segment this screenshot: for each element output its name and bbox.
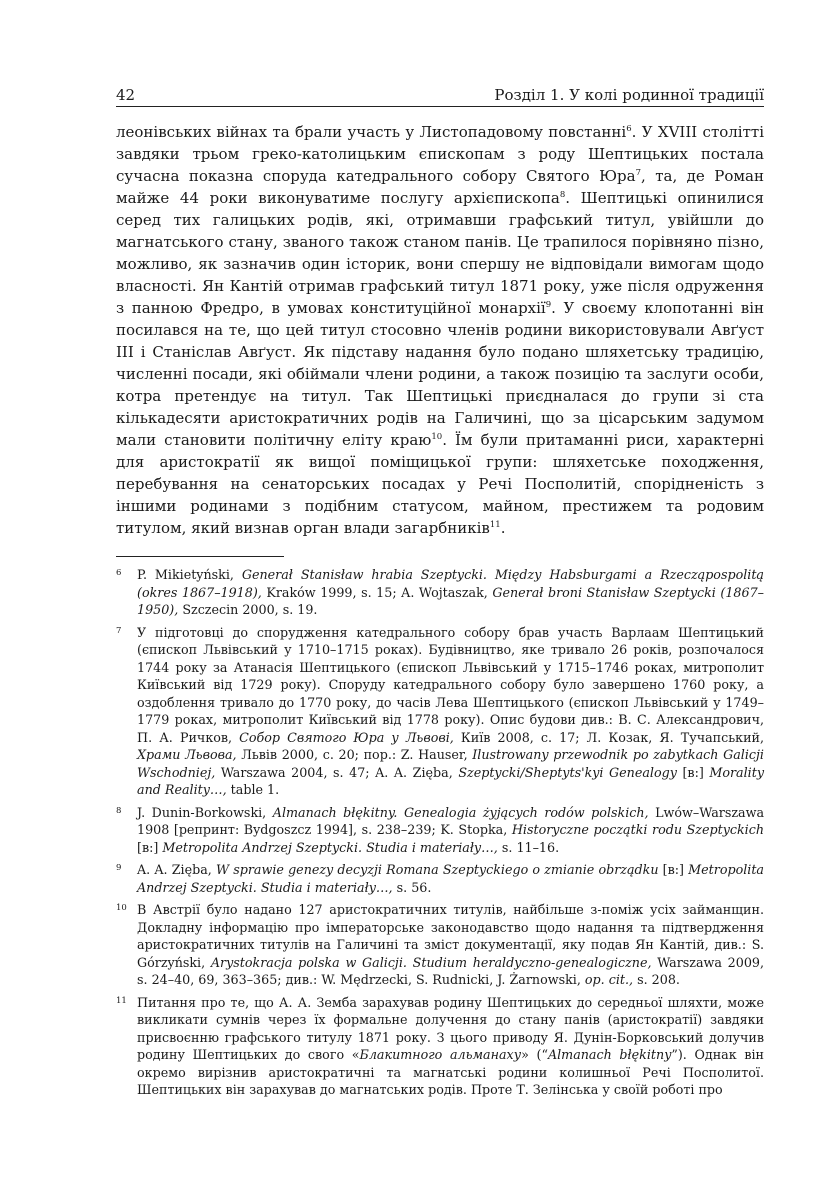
text-run: Kraków 1999, s. 15; A. Wojtaszak, [261,584,493,600]
footnote [116,566,764,619]
italic-text: op. cit., [584,972,634,987]
footnote [116,804,764,857]
text-run: , та, де Роман майже 44 роки виконуватиме послугу архієпископа [116,167,764,207]
text-run: . У своєму клопотанні він посилався на те, що цей титул стосовно членів родини використовували Авґуст III і Станіслав Авґуст. Як підставу надання було подано шляхетську традицію, численні посади, які обіймали члени родини, а також позицію та заслуги особи, котра претендує на титул. Так Шептицькі приєдналася до групи зі ста кількадесяти аристократичних родів на Галичині, що за цісарським задумом мали становити політичну еліту краю [116,299,765,449]
text-run: J. Dunin-Borkowski, [137,804,273,820]
italic-text: Almanach błękitny. Genealogia żyjących rodów polskich, [272,804,649,820]
text-run: ”). Однак він окремо вирізнив аристократичні та магнатські родини колишньої Речі Посполитої. Шептицьких він зарахував до магнатських родів. Проте Т. Зелінська у своїй роботі про [137,1047,764,1097]
italic-text: Generał Stanisław hrabia Szeptycki. Między Habsburgami a Rzecząpospolitą (okres 1867–1918), [137,567,764,600]
text-run: Львів 2000, с. 20; пор.: Z. Hauser, [236,747,473,762]
page-number: 42 [116,86,136,104]
text-run: A. A. Zięba, [137,862,216,877]
footnotes [116,566,764,1099]
text-run: леонівських війнах та брали участь у Листопадовому повстанні [116,123,627,141]
italic-text: Metropolita Andrzej Szeptycki. Studia i materiały…, [162,839,498,855]
text-run: s. 11–16. [497,839,560,855]
footnote-ref: 6 [626,124,632,134]
text-run: Lwów–Warszawa 1908 [репринт: Bydgoszcz 1994], s. 238–239; K. Stopka, [137,804,765,837]
text-run: s. 56. [392,879,432,895]
book-page [116,86,764,1104]
footnote-number: 10 [116,903,127,913]
italic-text: W sprawie genezy decyzji Romana Szeptyckiego o zmianie obrządku [216,862,659,877]
text-run: Szczecin 2000, s. 19. [178,602,318,617]
italic-text: Храми Львова, [137,747,237,762]
text-run: Питання про те, що А. А. Земба зарахував родину Шептицьких до середньої шляхти, може викликати сумнів через їх формальне долучення до стану панів (аристократії) завдяки присвоєнню графського титулу 1871 року. З цього приводу Я. Дунін-Борковський долучив родину Шептицьких до свого « [137,994,764,1062]
footnote-number: 7 [116,625,122,636]
italic-text: Historyczne początki rodu Szeptyckich [511,822,765,837]
italic-text: Ilustrowany przewodnik po zabytkach Galicji Wschodniej, [137,747,764,780]
footnote-ref: 8 [559,190,566,200]
text-run: Warszawa 2009, s. 24–40, 69, 363–365; див.: W. Mędrzecki, S. Rudnicki, J. Żarnowski, [137,954,765,987]
text-run: [в:] [658,862,689,877]
footnote-number: 8 [116,805,122,816]
text-run: P. Mikietyński, [137,567,242,582]
text-run: . [500,519,506,537]
italic-text: Metropolita Andrzej Szeptycki. Studia i materiały…, [137,862,764,895]
footnote-ref: 11 [489,520,501,530]
footnote [116,861,764,896]
footnote-number: 9 [116,863,122,873]
text-run: . У XVIII столітті завдяки трьом греко-католицьким єпископам з роду Шептицьких постала сучасна показна споруда катедрального собору Святого Юра [116,123,764,185]
footnote [116,901,764,989]
italic-text: Arystokracja polska w Galicji. Studium heraldyczno-genealogiczne, [210,954,652,970]
footnote-text [137,804,764,857]
footnote-ref: 10 [431,432,443,442]
italic-text: Блакитного альманаху [359,1047,522,1062]
body-paragraph [116,121,764,539]
italic-text: Собор Святого Юра у Львові, [239,729,454,745]
text-run: [в:] [676,764,710,780]
footnote-text [137,861,764,896]
text-run: » (“ [521,1047,548,1062]
footnote-separator [116,556,284,557]
text-run: . Їм були притаманні риси, характерні для аристократії як вищої поміщицької групи: шляхетське походження, перебування на сенаторських посадах у Речі Посполитій, спорідненість з іншими родинами з подібним статусом, майном, престижем та родовим титулом, який визнав орган влади загарбників [116,431,764,537]
footnote-number: 11 [116,995,127,1006]
italic-text: Morality and Reality…, [137,764,764,797]
footnote-text [137,566,764,619]
italic-text: Almanach błękitny [547,1047,672,1062]
text-run: [в:] [137,839,163,855]
running-title: Розділ 1. У колі родинної традиції [494,86,764,104]
text-run: . Шептицькі опинилися серед тих галицьких родів, які, отримавши графський титул, увійшли до магнатського стану, званого також станом панів. Це трапилося порівняно пізно, можливо, як зазначив один історик, вони спершу не відповідали вимогам щодо власності. Ян Кантій отримав графський титул 1871 року, уже після одруження з панною Фредро, в умовах конституційної монархії [116,189,764,317]
footnote-text [137,994,764,1099]
text-run: У підготовці до спорудження катедрального собору брав участь Варлаам Шептицький (єпископ Львівський у 1710–1715 роках). Будівництво, яке тривало 26 років, розпочалося 1744 року за Атанасія Шептицького (єпископ Львівський у 1715–1746 роках, митрополит Київський від 1729 року). Споруду катедрального собору було завершено 1760 року, а оздоблення тривало до 1770 року, до часів Лева Шептицького (єпископ Львівський у 1749–1779 роках, митрополит Київський від 1778 року). Опис будови див.: В. С. Александрович, П. А. Ричков, [137,624,764,745]
italic-text: Szeptycki/Sheptyts'kyi Genealogy [458,764,677,780]
footnote-number: 6 [116,568,122,578]
footnote [116,994,764,1099]
footnote-ref: 9 [545,300,552,310]
footnote-text [137,624,764,799]
italic-text: Generał broni Stanisław Szeptycki (1867–1950), [137,584,764,617]
text-run: table 1. [226,782,280,797]
text-run: В Австрії було надано 127 аристократичних титулів, найбільше з-поміж усіх займанщин. Докладну інформацію про імператорське законодавство щодо надання та підтвердження аристократичних титулів на Галичині та зміст документації, яку подав Ян Кантій, див.: S. Górzyński, [137,902,764,970]
running-header [116,86,764,107]
footnote-ref: 7 [635,168,641,178]
text-run: Warszawa 2004, s. 47; A. A. Zięba, [215,764,459,780]
text-run: s. 208. [633,972,680,987]
text-run: Київ 2008, с. 17; Л. Козак, Я. Тучапський, [453,729,765,745]
footnote [116,624,764,799]
footnote-text [137,901,764,989]
